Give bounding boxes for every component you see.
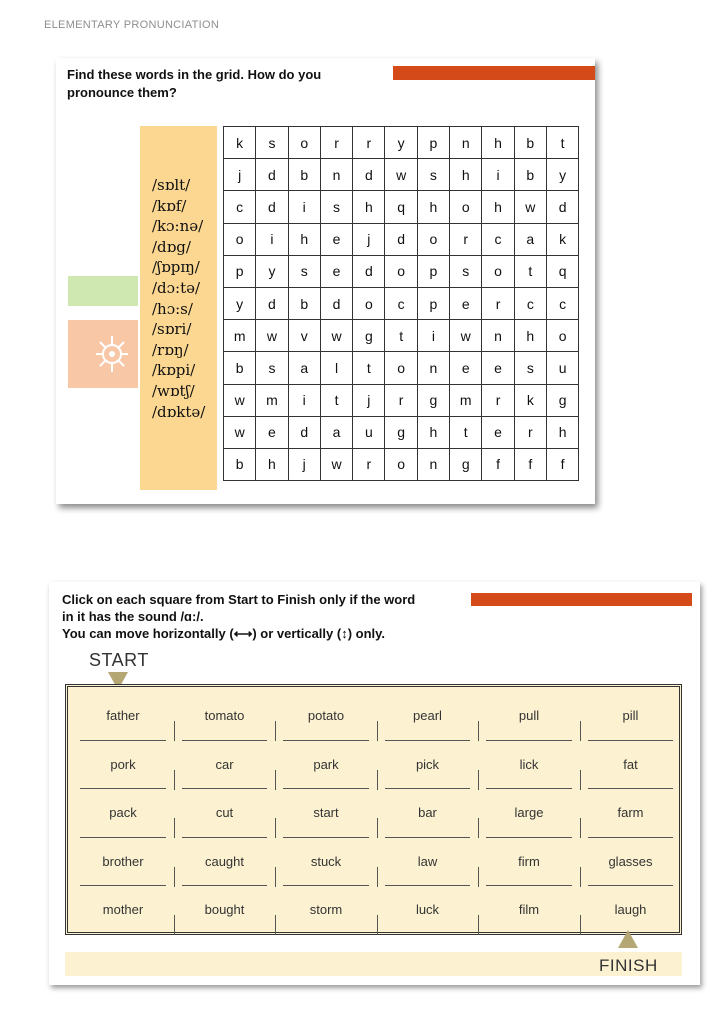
grid-letter-cell[interactable]: o — [353, 287, 385, 319]
grid-letter-cell[interactable]: b — [288, 159, 320, 191]
grid-letter-cell[interactable]: i — [256, 223, 288, 255]
maze-wall — [377, 867, 378, 887]
maze-cell[interactable]: tomato — [204, 708, 245, 723]
grid-letter-cell[interactable]: j — [353, 223, 385, 255]
horizontal-arrow-icon: ⟷ — [233, 626, 253, 641]
maze-instruction-line3 — [62, 625, 502, 642]
grid-letter-cell[interactable]: q — [385, 191, 417, 223]
maze-cell[interactable]: farm — [617, 805, 644, 821]
grid-letter-cell[interactable]: u — [546, 352, 578, 384]
maze-cell[interactable]: car — [215, 756, 234, 772]
maze-wall — [478, 770, 479, 790]
grid-row — [224, 255, 579, 287]
grid-letter-cell[interactable]: p — [417, 287, 449, 319]
maze-wall — [580, 721, 581, 741]
grid-letter-cell[interactable]: c — [546, 287, 578, 319]
grid-letter-cell[interactable]: o — [385, 448, 417, 480]
maze-cell[interactable]: caught — [204, 853, 245, 869]
grid-letter-cell[interactable]: s — [417, 159, 449, 191]
grid-letter-cell[interactable]: h — [288, 223, 320, 255]
grid-letter-cell[interactable]: w — [224, 384, 256, 416]
maze-grid — [65, 684, 682, 935]
maze-instruction-line3-c: ) only. — [347, 626, 386, 641]
maze-wall — [283, 740, 369, 741]
grid-letter-cell[interactable]: m — [450, 384, 482, 416]
grid-letter-cell[interactable]: a — [320, 416, 352, 448]
maze-wall — [486, 885, 572, 886]
maze-cell[interactable]: stuck — [310, 853, 342, 869]
grid-letter-cell[interactable]: j — [288, 448, 320, 480]
phonetic-item: /dɒg/ — [152, 237, 191, 256]
maze-cell[interactable]: bar — [418, 805, 437, 821]
grid-letter-cell[interactable]: w — [514, 191, 546, 223]
grid-letter-cell[interactable]: d — [256, 191, 288, 223]
phonetic-item: /ʃɒpɪŋ/ — [152, 258, 200, 277]
grid-letter-cell[interactable]: y — [224, 287, 256, 319]
finish-strip — [65, 952, 682, 976]
grid-letter-cell[interactable]: o — [417, 223, 449, 255]
vertical-arrow-icon: ↕ — [341, 626, 348, 641]
maze-wall — [588, 837, 674, 838]
grid-letter-cell[interactable]: k — [514, 384, 546, 416]
grid-row — [224, 287, 579, 319]
maze-wall — [80, 837, 166, 838]
grid-letter-cell[interactable]: a — [514, 223, 546, 255]
grid-letter-cell[interactable]: t — [450, 416, 482, 448]
maze-wall — [182, 885, 268, 886]
phonetic-item: /dɒktə/ — [152, 402, 206, 421]
maze-wall — [275, 915, 276, 935]
maze-wall — [182, 788, 268, 789]
grid-letter-cell[interactable]: h — [546, 416, 578, 448]
maze-wall — [283, 837, 369, 838]
maze-wall — [588, 740, 674, 741]
maze-wall — [377, 818, 378, 838]
grid-letter-cell[interactable]: k — [546, 223, 578, 255]
grid-letter-cell[interactable]: j — [224, 159, 256, 191]
maze-wall — [478, 818, 479, 838]
grid-row — [224, 223, 579, 255]
maze-wall — [377, 770, 378, 790]
maze-wall — [385, 788, 471, 789]
grid-letter-cell[interactable]: d — [256, 159, 288, 191]
maze-wall — [377, 915, 378, 935]
wordsearch-instruction-line1: Find these words in the grid. How do you — [67, 67, 322, 82]
maze-cell[interactable]: large — [514, 805, 544, 821]
grid-letter-cell[interactable]: r — [385, 384, 417, 416]
grid-letter-cell[interactable]: h — [353, 191, 385, 223]
grid-letter-cell[interactable]: f — [514, 448, 546, 480]
grid-row — [224, 416, 579, 448]
maze-cell[interactable]: storm — [309, 902, 343, 918]
grid-row — [224, 384, 579, 416]
grid-letter-cell[interactable]: h — [482, 191, 514, 223]
grid-row — [224, 320, 579, 352]
phonetic-item: /kɒpi/ — [152, 361, 196, 380]
grid-letter-cell[interactable]: n — [450, 127, 482, 159]
start-label: START — [89, 650, 149, 670]
grid-letter-cell[interactable]: c — [514, 287, 546, 319]
decorative-flower-icon — [94, 332, 130, 376]
maze-wall — [377, 721, 378, 741]
grid-letter-cell[interactable]: w — [320, 448, 352, 480]
maze-instruction-line2: in it has the sound /ɑ:/. — [62, 609, 204, 624]
grid-letter-cell[interactable]: r — [353, 127, 385, 159]
grid-letter-cell[interactable]: f — [546, 448, 578, 480]
grid-row — [224, 191, 579, 223]
grid-letter-cell[interactable]: t — [546, 127, 578, 159]
grid-letter-cell[interactable]: e — [320, 255, 352, 287]
maze-wall — [80, 788, 166, 789]
grid-row — [224, 448, 579, 480]
maze-wall — [174, 915, 175, 935]
wordsearch-instruction — [67, 66, 397, 102]
maze-wall — [385, 837, 471, 838]
grid-letter-cell[interactable]: n — [417, 352, 449, 384]
maze-cell[interactable]: father — [106, 708, 140, 723]
maze-wall — [174, 721, 175, 741]
maze-cell[interactable]: fat — [623, 756, 638, 772]
maze-cell[interactable]: glasses — [608, 853, 653, 869]
grid-letter-cell[interactable]: k — [224, 127, 256, 159]
grid-letter-cell[interactable]: p — [417, 255, 449, 287]
maze-instruction-line1: Click on each square from Start to Finish only if the word — [62, 592, 416, 607]
maze-cell[interactable]: film — [518, 902, 540, 918]
grid-letter-cell[interactable]: w — [385, 159, 417, 191]
grid-letter-cell[interactable]: c — [385, 287, 417, 319]
maze-cell[interactable]: pill — [622, 708, 639, 723]
grid-letter-cell[interactable]: e — [450, 352, 482, 384]
grid-letter-cell[interactable]: g — [353, 320, 385, 352]
phonetic-item: /sɒlt/ — [152, 176, 191, 194]
maze-cell[interactable]: pack — [109, 805, 137, 821]
grid-letter-cell[interactable]: h — [482, 127, 514, 159]
maze-wall — [275, 818, 276, 838]
grid-row — [224, 352, 579, 384]
grid-letter-cell[interactable]: g — [417, 384, 449, 416]
grid-letter-cell[interactable]: r — [482, 287, 514, 319]
maze-wall — [385, 740, 471, 741]
maze-wall — [182, 837, 268, 838]
maze-cell[interactable]: start — [313, 805, 339, 821]
maze-cell[interactable]: potato — [307, 708, 345, 723]
maze-wall — [80, 885, 166, 886]
grid-letter-cell[interactable]: y — [256, 255, 288, 287]
grid-letter-cell[interactable]: g — [450, 448, 482, 480]
maze-wall — [486, 740, 572, 741]
grid-letter-cell[interactable]: v — [288, 320, 320, 352]
grid-letter-cell[interactable]: c — [224, 191, 256, 223]
maze-panel — [49, 582, 700, 985]
phonetic-item: /sɒri/ — [152, 320, 192, 339]
maze-wall — [580, 818, 581, 838]
grid-letter-cell[interactable]: t — [353, 352, 385, 384]
grid-letter-cell[interactable]: e — [482, 416, 514, 448]
grid-letter-cell[interactable]: h — [417, 416, 449, 448]
grid-letter-cell[interactable]: a — [288, 352, 320, 384]
grid-letter-cell[interactable]: d — [288, 416, 320, 448]
maze-wall — [486, 837, 572, 838]
grid-letter-cell[interactable]: e — [482, 352, 514, 384]
grid-letter-cell[interactable]: m — [256, 384, 288, 416]
grid-letter-cell[interactable]: d — [353, 159, 385, 191]
grid-letter-cell[interactable]: y — [385, 127, 417, 159]
grid-letter-cell[interactable]: h — [256, 448, 288, 480]
grid-letter-cell[interactable]: i — [288, 384, 320, 416]
grid-letter-cell[interactable]: b — [514, 159, 546, 191]
finish-marker-icon — [618, 930, 638, 948]
grid-letter-cell[interactable]: o — [482, 255, 514, 287]
grid-letter-cell[interactable]: r — [450, 223, 482, 255]
grid-letter-cell[interactable]: i — [417, 320, 449, 352]
wordsearch-instruction-line2: pronounce them? — [67, 85, 177, 100]
grid-letter-cell[interactable]: r — [482, 384, 514, 416]
grid-letter-cell[interactable]: g — [385, 416, 417, 448]
grid-letter-cell[interactable]: o — [385, 255, 417, 287]
maze-wall — [275, 770, 276, 790]
phonetic-item: /kɔ:nə/ — [152, 217, 204, 236]
grid-letter-cell[interactable]: b — [288, 287, 320, 319]
grid-letter-cell[interactable]: p — [224, 255, 256, 287]
maze-cell[interactable]: laugh — [614, 902, 647, 918]
document-header: ELEMENTARY PRONUNCIATION — [44, 19, 220, 31]
phonetic-item: /hɔ:s/ — [152, 299, 193, 318]
accent-bar — [471, 593, 692, 606]
maze-wall — [478, 915, 479, 935]
maze-wall — [486, 788, 572, 789]
grid-letter-cell[interactable]: r — [514, 416, 546, 448]
grid-letter-cell[interactable]: d — [546, 191, 578, 223]
grid-letter-cell[interactable]: n — [417, 448, 449, 480]
grid-letter-cell[interactable]: e — [256, 416, 288, 448]
maze-wall — [174, 818, 175, 838]
accent-bar — [393, 66, 595, 80]
maze-cell[interactable]: pearl — [413, 708, 442, 723]
maze-instruction-line3-b: ) or vertically ( — [252, 626, 342, 641]
maze-wall — [385, 885, 471, 886]
grid-letter-cell[interactable]: s — [256, 352, 288, 384]
maze-cell[interactable]: bought — [204, 902, 245, 918]
maze-wall — [478, 721, 479, 741]
grid-letter-cell[interactable]: d — [256, 287, 288, 319]
grid-letter-cell[interactable]: s — [450, 255, 482, 287]
grid-letter-cell[interactable]: o — [546, 320, 578, 352]
maze-wall — [580, 867, 581, 887]
grid-letter-cell[interactable]: e — [450, 287, 482, 319]
grid-letter-cell[interactable]: d — [320, 287, 352, 319]
decorative-block-green — [68, 276, 138, 306]
grid-row — [224, 159, 579, 191]
maze-instruction-line3-a: You can move horizontally ( — [62, 626, 234, 641]
maze-cell[interactable]: brother — [102, 853, 144, 869]
maze-cell[interactable]: park — [313, 756, 339, 772]
maze-wall — [275, 867, 276, 887]
grid-letter-cell[interactable]: h — [514, 320, 546, 352]
grid-letter-cell[interactable]: s — [320, 191, 352, 223]
grid-letter-cell[interactable]: h — [417, 191, 449, 223]
grid-letter-cell[interactable]: c — [482, 223, 514, 255]
grid-letter-cell[interactable]: f — [482, 448, 514, 480]
maze-wall — [283, 885, 369, 886]
maze-wall — [174, 867, 175, 887]
maze-wall — [275, 721, 276, 741]
maze-cell[interactable]: pick — [415, 756, 440, 772]
wordsearch-panel — [56, 58, 595, 504]
grid-letter-cell[interactable]: t — [385, 320, 417, 352]
letter-grid — [223, 126, 579, 481]
maze-wall — [588, 885, 674, 886]
grid-letter-cell[interactable]: n — [482, 320, 514, 352]
maze-wall — [580, 915, 581, 935]
grid-letter-cell[interactable]: d — [385, 223, 417, 255]
maze-wall — [478, 867, 479, 887]
maze-cell[interactable]: lick — [519, 756, 539, 772]
maze-cell[interactable]: luck — [415, 902, 440, 918]
phonetic-item: /kɒf/ — [152, 196, 187, 215]
grid-letter-cell[interactable]: d — [353, 255, 385, 287]
phonetic-item: /dɔ:tə/ — [152, 278, 201, 297]
grid-letter-cell[interactable]: o — [224, 223, 256, 255]
grid-letter-cell[interactable]: p — [417, 127, 449, 159]
grid-letter-cell[interactable]: s — [514, 352, 546, 384]
grid-letter-cell[interactable]: w — [256, 320, 288, 352]
grid-letter-cell[interactable]: l — [320, 352, 352, 384]
grid-letter-cell[interactable]: r — [353, 448, 385, 480]
maze-cell[interactable]: law — [417, 853, 438, 869]
maze-wall — [80, 740, 166, 741]
grid-letter-cell[interactable]: r — [320, 127, 352, 159]
maze-wall — [588, 788, 674, 789]
grid-letter-cell[interactable]: m — [224, 320, 256, 352]
grid-letter-cell[interactable]: u — [353, 416, 385, 448]
maze-cell[interactable]: pull — [518, 708, 540, 723]
grid-letter-cell[interactable]: b — [224, 448, 256, 480]
maze-cell[interactable]: pork — [110, 756, 136, 772]
grid-letter-cell[interactable]: w — [224, 416, 256, 448]
grid-letter-cell[interactable]: b — [514, 127, 546, 159]
maze-wall — [283, 788, 369, 789]
grid-letter-cell[interactable]: n — [320, 159, 352, 191]
grid-letter-cell[interactable]: s — [288, 255, 320, 287]
grid-letter-cell[interactable]: e — [320, 223, 352, 255]
grid-letter-cell[interactable]: g — [546, 384, 578, 416]
grid-letter-cell[interactable]: q — [546, 255, 578, 287]
grid-letter-cell[interactable]: o — [288, 127, 320, 159]
finish-label: FINISH — [599, 956, 658, 975]
maze-wall — [580, 770, 581, 790]
grid-letter-cell[interactable]: o — [385, 352, 417, 384]
phonetics-list — [140, 126, 217, 490]
grid-letter-cell[interactable]: t — [320, 384, 352, 416]
phonetic-item: /wɒtʃ/ — [152, 381, 195, 400]
maze-cell[interactable]: cut — [215, 805, 234, 821]
maze-instruction — [62, 591, 502, 642]
grid-letter-cell[interactable]: s — [256, 127, 288, 159]
grid-letter-cell[interactable]: t — [514, 255, 546, 287]
grid-letter-cell[interactable]: i — [482, 159, 514, 191]
grid-letter-cell[interactable]: w — [450, 320, 482, 352]
grid-letter-cell[interactable]: o — [450, 191, 482, 223]
maze-cell[interactable]: firm — [518, 853, 540, 869]
grid-letter-cell[interactable]: b — [224, 352, 256, 384]
grid-letter-cell[interactable]: j — [353, 384, 385, 416]
grid-letter-cell[interactable]: w — [320, 320, 352, 352]
maze-cell[interactable]: mother — [102, 902, 144, 918]
grid-row — [224, 127, 579, 159]
maze-wall — [174, 770, 175, 790]
grid-letter-cell[interactable]: i — [288, 191, 320, 223]
phonetic-item: /rɒŋ/ — [152, 340, 189, 359]
maze-wall — [182, 740, 268, 741]
grid-letter-cell[interactable]: y — [546, 159, 578, 191]
grid-letter-cell[interactable]: h — [450, 159, 482, 191]
